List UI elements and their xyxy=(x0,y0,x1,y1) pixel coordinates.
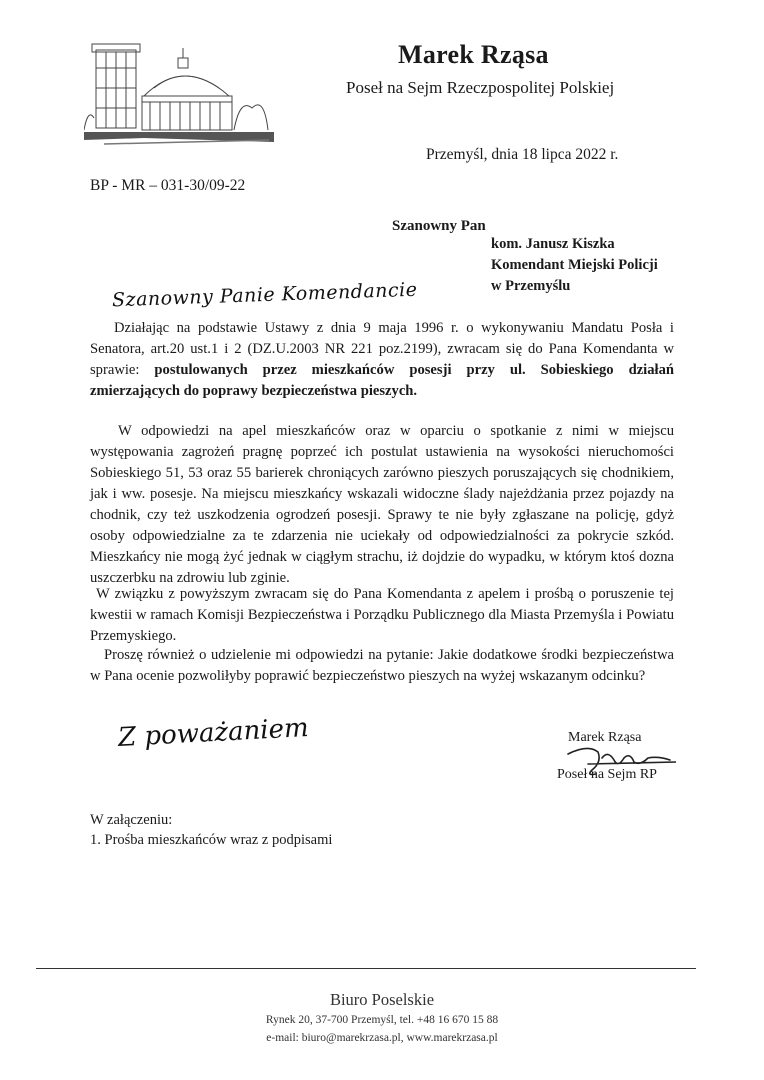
handwritten-greeting: Szanowny Panie Komendancie xyxy=(111,278,418,312)
attachment-item: 1. Prośba mieszkańców wraz z podpisami xyxy=(90,832,333,848)
footer-contact: e-mail: biuro@marekrzasa.pl, www.marekrzasa.pl xyxy=(266,1032,498,1044)
paragraph-text: W związku z powyższym zwracam się do Pana Komendanta z apelem i prośbą o poruszenie tej kwestii w ramach Komisji Bezpieczeństwa i Porządku Publicznego dla Miasta Przemyśla i Powiatu Przemyskiego. xyxy=(90,586,674,644)
addressee-line: kom. Janusz Kiszka xyxy=(491,236,615,252)
paragraph-text: Działając na podstawie Ustawy z dnia 9 maja 1996 r. o wykonywaniu Mandatu Posła i Senatora, art.20 ust.1 i 2 (DZ.U.2003 NR 221 poz.2199), zwracam się do Pana Komendanta w sprawie: xyxy=(90,320,674,378)
letter-date: Przemyśl, dnia 18 lipca 2022 r. xyxy=(426,146,619,163)
sejm-building-icon xyxy=(84,38,274,150)
paragraph-bold-text: postulowanych przez mieszkańców posesji przy ul. Sobieskiego działań zmierzających do poprawy bezpieczeństwa pieszych. xyxy=(90,362,674,399)
body-paragraph xyxy=(90,645,674,687)
signature-name: Marek Rząsa xyxy=(568,730,642,745)
body-paragraph xyxy=(90,318,674,402)
paragraph-text: W odpowiedzi na apel mieszkańców oraz w oparciu o spotkanie z nimi w miejscu występowania zagrożeń pragnę poprzeć ich postulat ustawienia na wysokości nieruchomości Sobieskiego 51, 53 oraz 55 barierek chroniących zarówno pieszych poruszających się chodnikiem, jak i ww. posesje. Na miejscu mieszkańcy wskazali widoczne ślady najeżdżania przez pojazdy na chodnik, czy też uszkodzenia ogrodzeń posesji. Sprawy te nie były zgłaszane na policję, gdyż osoby odpowiedzialne za te zdarzenia nie uciekały od odpowiedzialności za pokrycie szkód. Mieszkańcy nie mogą żyć jednak w ciągłym strachu, iż dojdzie do wypadku, w którym ktoś dozna uszczerbku na zdrowiu lub zginie. xyxy=(90,423,674,586)
attachments-label: W załączeniu: xyxy=(90,812,173,828)
sender-name: Marek Rząsa xyxy=(398,40,549,69)
addressee-line: Komendant Miejski Policji xyxy=(491,257,658,273)
addressee-line: w Przemyślu xyxy=(491,278,571,294)
paragraph-text: Proszę również o udzielenie mi odpowiedzi na pytanie: Jakie dodatkowe środki bezpieczeństwa w Pana ocenie pozwoliłyby poprawić bezpieczeństwo pieszych na wyżej wskazanym odcinku? xyxy=(90,647,674,684)
salutation: Szanowny Pan xyxy=(392,218,486,234)
footer-office-name: Biuro Poselskie xyxy=(329,990,435,1009)
footer-divider xyxy=(36,968,696,969)
signature-role: Poseł na Sejm RP xyxy=(557,767,657,782)
sender-title: Poseł na Sejm Rzeczpospolitej Polskiej xyxy=(346,78,615,97)
reference-number: BP - MR – 031-30/09-22 xyxy=(90,177,246,194)
handwritten-closing: Z poważaniem xyxy=(117,713,310,753)
body-paragraph xyxy=(90,584,674,647)
footer-address: Rynek 20, 37-700 Przemyśl, tel. +48 16 670 15 88 xyxy=(265,1014,499,1026)
body-paragraph xyxy=(90,421,674,589)
